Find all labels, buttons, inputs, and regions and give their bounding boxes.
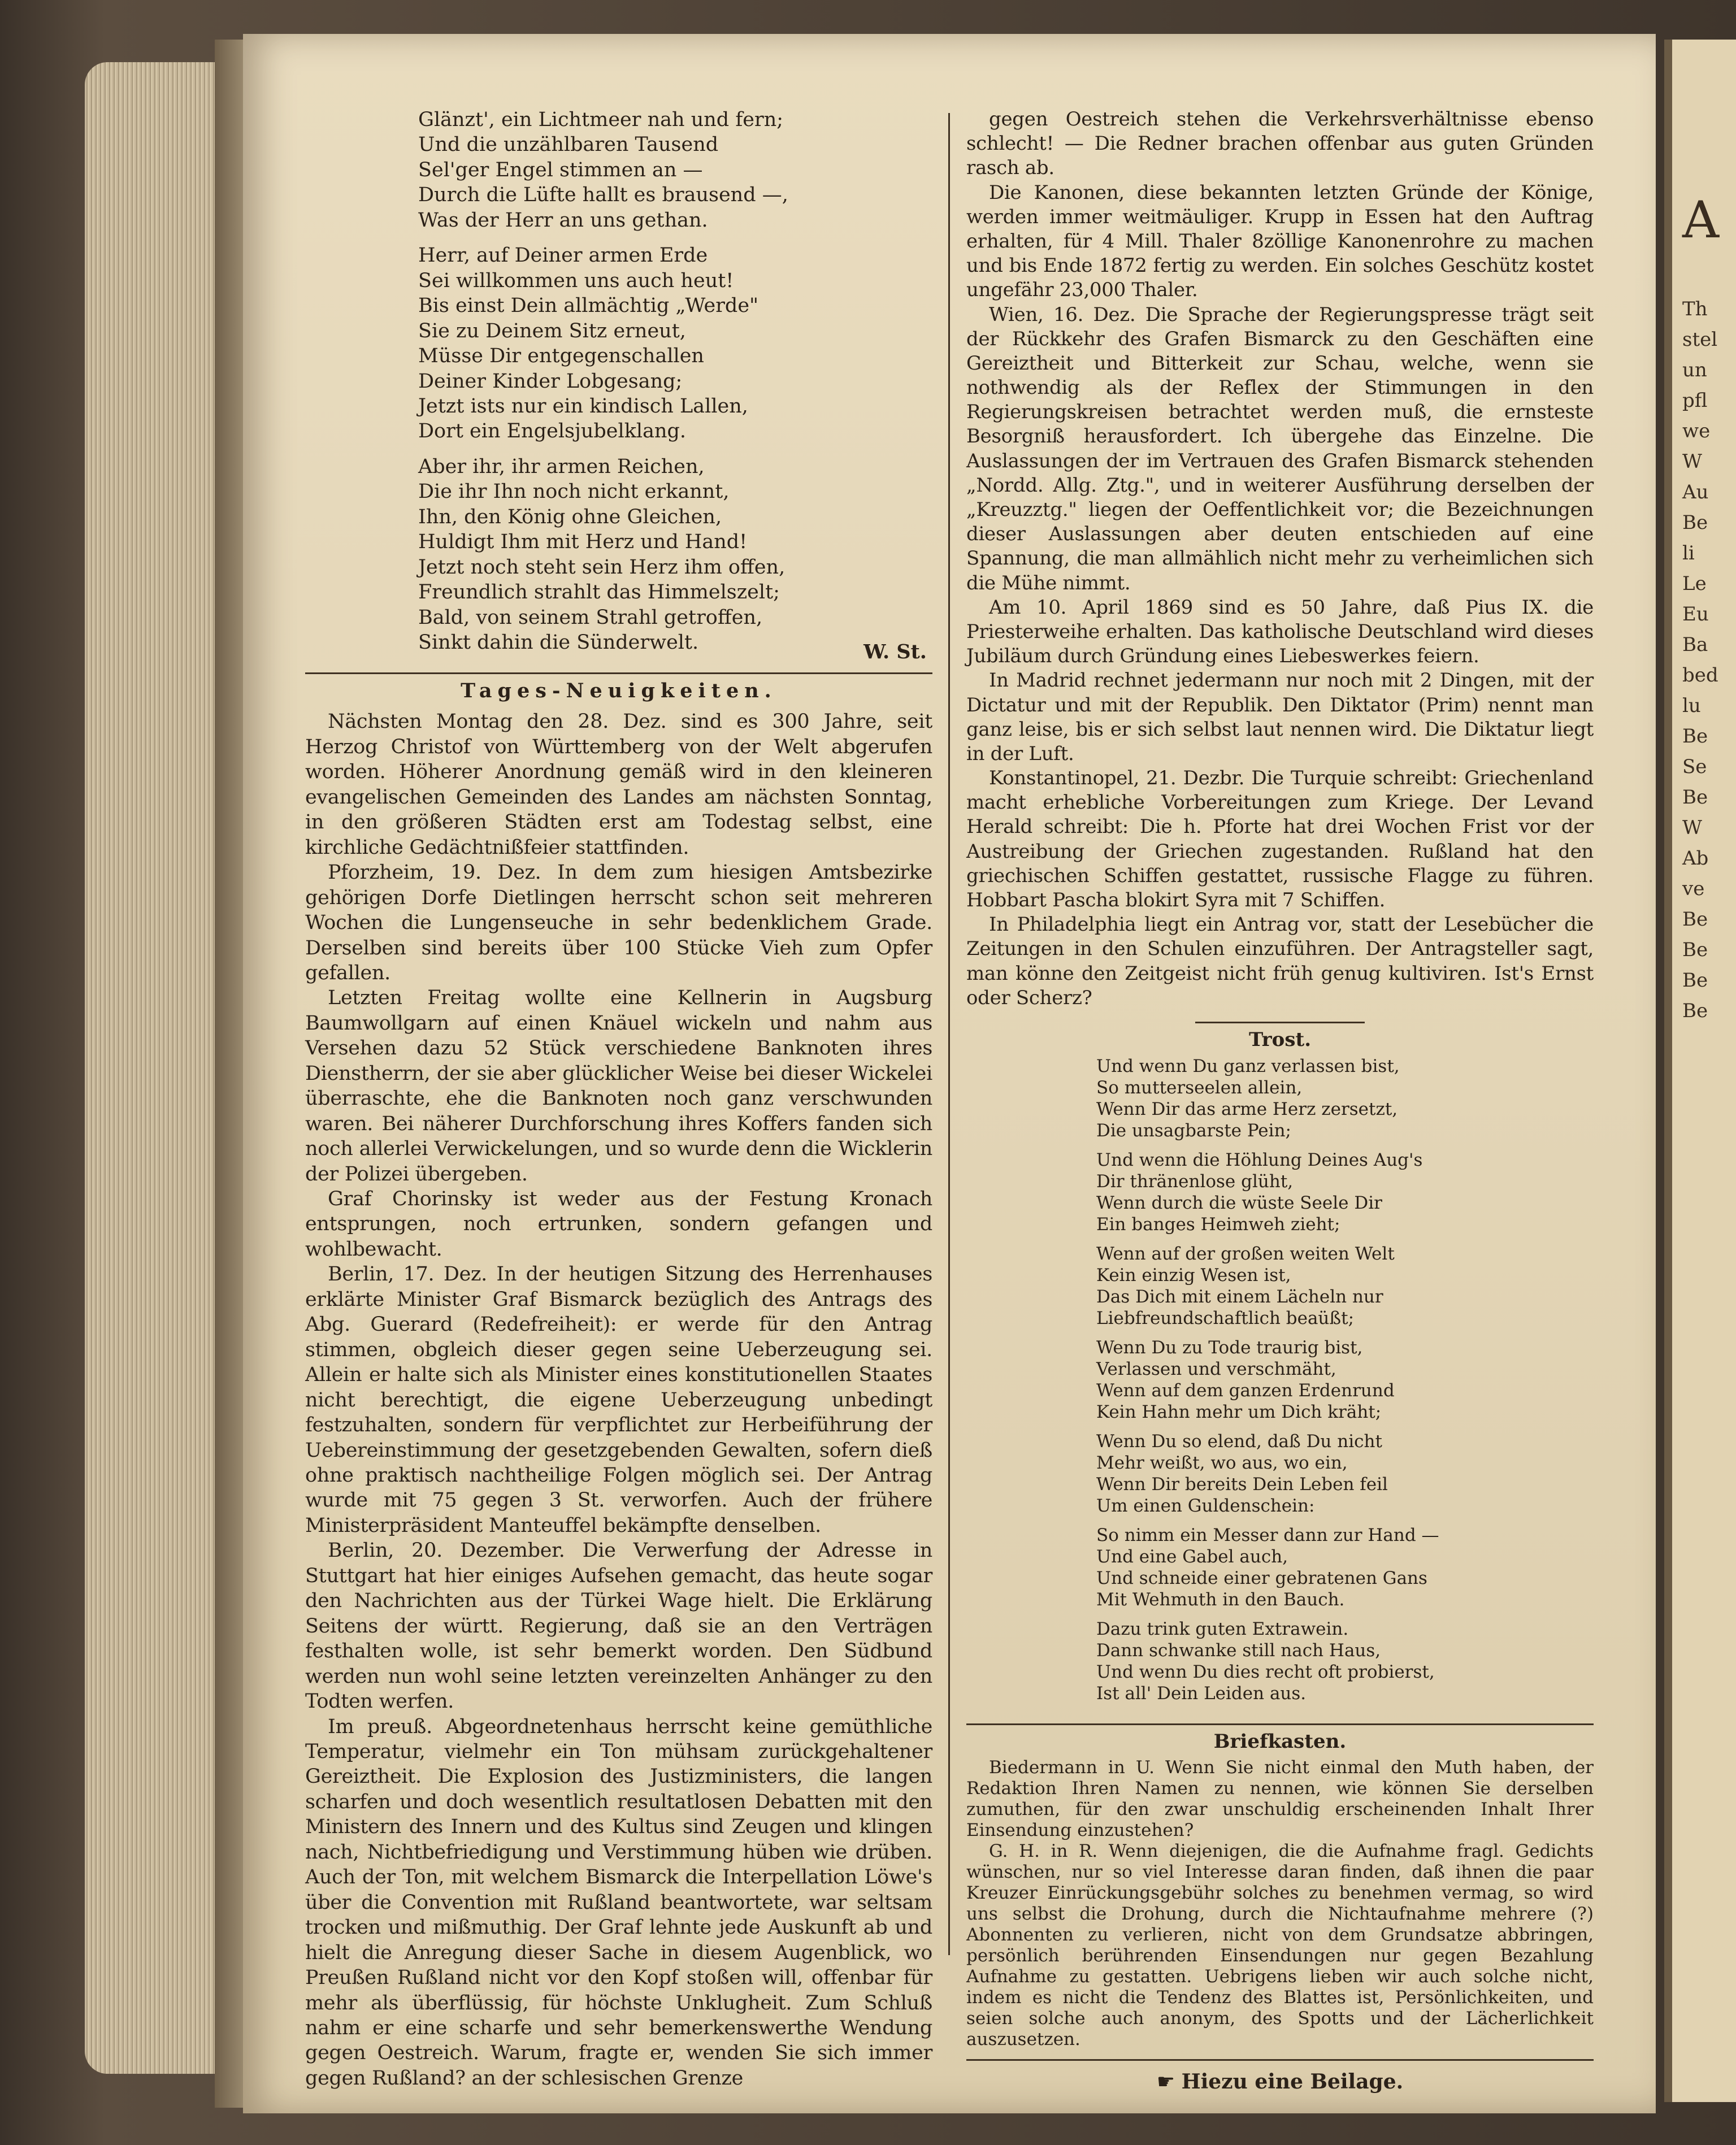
stanza <box>1096 1243 1594 1329</box>
briefkasten-entry: Biedermann in U. Wenn Sie nicht einmal den Muth haben, der Redaktion Ihren Namen zu nennen, wie können Sie derselben zumuthen, für den zwar unschuldig erscheinenden Inhalt Ihrer Einsendung einzustehen? <box>966 1757 1594 1841</box>
next-page-fragment: stel <box>1682 328 1718 351</box>
briefkasten-entry: G. H. in R. Wenn diejenigen, die die Aufnahme fragl. Gedichts wünschen, nur so viel Interesse daran finden, daß ihnen die paar Kreuzer Einrückungsgebühr solches zu benehmen vermag, so wird uns selbst die Drohung, durch die Nichtaufnahme mehrere (?) Abonnenten zu verlieren, nicht von dem Grundsatze abbringen, persönlich berührenden Einsendungen nur gegen Bezahlung Aufnahme zu gestatten. Uebrigens lieben wir auch solche nicht, indem es nicht die Tendenz des Blattes ist, Persönlichkeiten, und seien solche auch anonym, des Spotts und der Lächerlichkeit auszusetzen. <box>966 1841 1594 2050</box>
section-rule <box>305 672 932 674</box>
next-page-fragment: li <box>1682 542 1695 565</box>
news-paragraph: Konstantinopel, 21. Dezbr. Die Turquie schreibt: Griechenland macht erhebliche Vorbereitungen zum Kriege. Der Levand Herald schreibt: Die h. Pforte hat drei Wochen Frist vor der Austreibung der Griechen zugestanden. Rußland hat den griechischen Schiffen gestattet, russische Flagge zu führen. Hobbart Pascha blokirt Syra mit 7 Schiffen. <box>966 767 1594 911</box>
next-page-fragment: Au <box>1682 481 1709 503</box>
verse-line: Was der Herr an uns gethan. <box>418 209 708 232</box>
verse-line: Deiner Kinder Lobgesang; <box>418 370 683 393</box>
next-page-fragment: lu <box>1682 694 1701 717</box>
verse-line: Wenn Du zu Tode traurig bist, <box>1096 1338 1363 1358</box>
verse-line: Ist all' Dein Leiden aus. <box>1096 1683 1307 1704</box>
verse-line: Glänzt', ein Lichtmeer nah und fern; <box>418 108 784 131</box>
verse-line: Sei willkommen uns auch heut! <box>418 269 734 292</box>
news-paragraph: Berlin, 20. Dezember. Die Verwerfung der Adresse in Stuttgart hat hier einiges Aufsehen gemacht, das heute sogar den Nachrichten aus der Türkei Wage hielt. Die Erklärung Seitens der württ. Regierung, daß sie an den Verträgen festhalten wolle, ist sehr bemerkt worden. Den Südbund werden nun wohl seine letzten vereinzelten Anhänger zu den Todten werfen. <box>305 1539 932 1713</box>
poem-signature: W. St. <box>863 640 927 663</box>
verse-line: Mit Wehmuth in den Bauch. <box>1096 1590 1345 1610</box>
next-page-fragment: Be <box>1682 939 1708 961</box>
verse-line: So nimm ein Messer dann zur Hand — <box>1096 1525 1439 1546</box>
next-page-fragment: Ba <box>1682 633 1708 656</box>
verse-line: Huldigt Ihm mit Herz und Hand! <box>418 531 748 554</box>
page-edges <box>85 62 235 2074</box>
next-page-fragment: Be <box>1682 969 1708 992</box>
verse-line: Verlassen und verschmäht, <box>1096 1359 1336 1380</box>
next-page-fragment: Be <box>1682 725 1708 748</box>
news-paragraph: Die Kanonen, diese bekannten letzten Gründe der Könige, werden immer weitmäuliger. Krupp in Essen hat den Auftrag erhalten, für 4 Mill. Thaler 8zöllige Kanonenrohre zu machen und bis Ende 1872 fertig zu werden. Ein solches Geschütz kostet ungefähr 23,000 Thaler. <box>966 181 1594 302</box>
verse-line: Und die unzählbaren Tausend <box>418 133 719 157</box>
next-page-fragment: Se <box>1682 755 1707 778</box>
verse-line: Liebfreundschaftlich beaüßt; <box>1096 1308 1355 1329</box>
stanza <box>1096 1056 1594 1141</box>
verse-line: Sie zu Deinem Sitz erneut, <box>418 319 686 342</box>
left-column <box>305 107 932 2091</box>
next-page-fragment: Be <box>1682 1000 1708 1022</box>
column-divider <box>948 113 950 1955</box>
verse-line: Jetzt ists nur ein kindisch Lallen, <box>418 394 748 418</box>
news-paragraph: Am 10. April 1869 sind es 50 Jahre, daß Pius IX. die Priesterweihe erhalten. Das katholische Deutschland wird dieses Jubiläum durch Gründung eines Liebeswerkes feiern. <box>966 596 1594 668</box>
stanza <box>1096 1618 1594 1704</box>
next-page-fragment: Le <box>1682 572 1707 595</box>
verse-line: Dazu trink guten Extrawein. <box>1096 1619 1349 1640</box>
stanza <box>1096 1431 1594 1517</box>
trost-poem <box>1096 1056 1594 1704</box>
next-page-fragment: Ab <box>1682 847 1709 870</box>
right-column <box>966 107 1594 2095</box>
news-paragraph: Nächsten Montag den 28. Dez. sind es 300 Jahre, seit Herzog Christof von Württemberg von der Welt abgerufen worden. Höherer Anordnung gemäß wird in den kleineren evangelischen Gemeinden des Landes am nächsten Sonntag, in den größeren Städten erst am Todestag selbst, eine kirchliche Gedächtnißfeier stattfinden. <box>305 710 932 859</box>
verse-line: Wenn Dir das arme Herz zersetzt, <box>1096 1099 1398 1120</box>
next-page-fragment: Th <box>1682 298 1708 320</box>
next-page-fragment: ve <box>1682 878 1705 900</box>
verse-line: Das Dich mit einem Lächeln nur <box>1096 1287 1383 1308</box>
next-page-strip <box>1664 40 1736 2102</box>
verse-line: Müsse Dir entgegenschallen <box>418 345 704 368</box>
news-paragraph: In Madrid rechnet jedermann nur noch mit 2 Dingen, mit der Dictatur und mit der Republik. Den Diktator (Prim) nennt man ganz leise, bis er sich selbst laut nennen wird. Die Diktatur liegt in der Luft. <box>966 669 1594 765</box>
news-paragraph: Letzten Freitag wollte eine Kellnerin in Augsburg Baumwollgarn auf einen Knäuel wickeln und nahm aus Versehen dazu 52 Stück verschiedene Banknoten ihres Dienstherrn, der sie aber glücklicher Weise bei dieser Wickelei überraschte, ehe die Banknoten noch ganz verschwunden waren. Bei näherer Durchforschung ihres Koffers fanden sich noch allerlei Verwickelungen, und so wurde denn die Wicklerin der Polizei übergeben. <box>305 987 932 1186</box>
verse-line: Wenn auf der großen weiten Welt <box>1096 1244 1395 1265</box>
verse-line: Bald, von seinem Strahl getroffen, <box>418 606 763 629</box>
verse-line: Herr, auf Deiner armen Erde <box>418 244 708 267</box>
news-paragraph: gegen Oestreich stehen die Verkehrsverhältnisse ebenso schlecht! — Die Redner brachen offenbar aus guten Gründen rasch ab. <box>966 108 1594 180</box>
stanza <box>1096 1149 1594 1235</box>
section-title: Tages-Neuigkeiten. <box>461 679 777 702</box>
news-paragraph: Pforzheim, 19. Dez. In dem zum hiesigen Amtsbezirke gehörigen Dorfe Dietlingen herrscht schon seit mehreren Wochen die Lungenseuche in sehr bedenklichem Grade. Derselben sind bereits über 100 Stücke Vieh zum Opfer gefallen. <box>305 861 932 984</box>
verse-line: Durch die Lüfte hallt es brausend —, <box>418 184 788 207</box>
verse-line: Wenn Du so elend, daß Du nicht <box>1096 1431 1382 1452</box>
next-page-fragment: pfl <box>1682 389 1708 412</box>
stanza <box>1096 1525 1594 1610</box>
verse-line: Jetzt noch steht sein Herz ihm offen, <box>418 555 785 579</box>
news-paragraph: Wien, 16. Dez. Die Sprache der Regierungspresse trägt seit der Rückkehr des Grafen Bismarck zu den Geschäften eine Gereiztheit und Bitterkeit zur Schau, welche, wenn sie nothwendig als der Reflex der Stimmungen in den Regierungskreisen betrachtet werden muß, die ernsteste Besorgniß herausfordert. Ich übergehe das Einzelne. Die Auslassungen der im Vertrauen des Grafen Bismarck stehenden „Nordd. Allg. Ztg.", und in weiterer Ausführung derselben der „Kreuzztg." liegen der Oeffentlichkeit vor; die Bezeichnungen dieser Auslassungen aber deuten entschieden auf eine Spannung, die man allmählich nicht mehr zu verheimlichen sich die Mühe nimmt. <box>966 303 1594 594</box>
stanza <box>418 107 932 233</box>
verse-line: Freundlich strahlt das Himmelszelt; <box>418 581 780 604</box>
verse-line: So mutterseelen allein, <box>1096 1078 1303 1098</box>
christmas-poem <box>418 107 932 655</box>
verse-line: Bis einst Dein allmächtig „Werde" <box>418 294 759 318</box>
news-paragraph: Im preuß. Abgeordnetenhaus herrscht keine gemüthliche Temperatur, vielmehr ein Ton mühsam zurückgehaltener Gereiztheit. Die Explosion des Justizministers, die langen scharfen und doch wesentlich resultatlosen Debatten mit den Ministern des Innern und des Kultus sind Zeugen und klingen nach, Nichtbefriedigung und Verstimmung hüben wie drüben. Auch der Ton, mit welchem Bismarck die Interpellation Löwe's über die Convention mit Rußland beantwortete, war seltsam trocken und mißmuthig. Der Graf lehnte jede Auskunft ab und hielt die Anregung dieser Sache in diesem Augenblick, wo Preußen Rußland nicht vor den Kopf stoßen will, offenbar für mehr als überflüssig, für höchste Unklugheit. Zum Schluß nahm er eine scharfe und sehr bemerkenswerthe Wendung gegen Oestreich. Warum, fragte er, wenden Sie sich immer gegen Rußland? an der schlesischen Grenze <box>305 1715 932 2090</box>
verse-line: Ein banges Heimweh zieht; <box>1096 1214 1340 1235</box>
news-items-right <box>966 107 1594 1010</box>
verse-line: Und eine Gabel auch, <box>1096 1547 1288 1568</box>
verse-line: Und wenn Du dies recht oft probierst, <box>1096 1662 1435 1683</box>
next-page-fragment: W <box>1682 817 1702 839</box>
verse-line: Die unsagbarste Pein; <box>1096 1121 1291 1141</box>
verse-line: Kein einzig Wesen ist, <box>1096 1265 1291 1286</box>
verse-line: Ihn, den König ohne Gleichen, <box>418 505 722 528</box>
verse-line: Sel'ger Engel stimmen an — <box>418 158 703 181</box>
next-page-fragment: Eu <box>1682 603 1709 626</box>
stanza <box>418 454 932 655</box>
trost-rule <box>1195 1022 1365 1023</box>
verse-line: Wenn auf dem ganzen Erdenrund <box>1096 1380 1395 1401</box>
briefkasten-rule <box>966 1723 1594 1725</box>
next-page-fragment: Be <box>1682 908 1708 931</box>
briefkasten-entries <box>966 1757 1594 2050</box>
verse-line: Sinkt dahin die Sünderwelt. <box>418 631 699 654</box>
stanza <box>1096 1337 1594 1423</box>
verse-line: Um einen Guldenschein: <box>1096 1496 1315 1517</box>
next-page-fragment: A <box>1682 190 1719 250</box>
next-page-fragment: W <box>1682 450 1702 473</box>
news-paragraph: In Philadelphia liegt ein Antrag vor, statt der Lesebücher die Zeitungen in den Schulen einzuführen. Der Antragsteller sagt, man könne den Zeitgeist nicht früh genug kultiviren. Ist's Ernst oder Scherz? <box>966 913 1594 1009</box>
news-paragraph: Berlin, 17. Dez. In der heutigen Sitzung des Herrenhauses erklärte Minister Graf Bismarck bezüglich des Antrags des Abg. Guerard (Redefreiheit): er werde für den Antrag stimmen, obgleich dieser gegen seine Ueberzeugung sei. Allein er halte sich als Minister eines konstitutionellen Staates nicht berechtigt, die eigene Ueberzeugung unbedingt festzuhalten, sondern für verpflichtet zur Herbeiführung der Uebereinstimmung der gesetzgebenden Gewalten, sofern dieß ohne praktisch nachtheilige Folgen möglich sei. Der Antrag wurde mit 75 gegen 3 St. verworfen. Auch der frühere Ministerpräsident Manteuffel bekämpfte denselben. <box>305 1263 932 1537</box>
verse-line: Aber ihr, ihr armen Reichen, <box>418 455 705 478</box>
verse-line: Dort ein Engelsjubelklang. <box>418 420 687 443</box>
verse-line: Wenn Dir bereits Dein Leben feil <box>1096 1474 1388 1495</box>
verse-line: Und schneide einer gebratenen Gans <box>1096 1568 1427 1589</box>
beilage-rule <box>966 2059 1594 2061</box>
trost-title: Trost. <box>1248 1028 1312 1051</box>
verse-line: Und wenn Du ganz verlassen bist, <box>1096 1056 1400 1077</box>
next-page-fragment: we <box>1682 420 1711 442</box>
beilage-notice <box>966 2070 1594 2094</box>
next-page-fragment: bed <box>1682 664 1718 687</box>
verse-line: Wenn durch die wüste Seele Dir <box>1096 1193 1382 1214</box>
beilage-text: Hiezu eine Beilage. <box>1181 2070 1404 2094</box>
news-items-left <box>305 709 932 2091</box>
next-page-fragment: Be <box>1682 786 1708 809</box>
verse-line: Dir thränenlose glüht, <box>1096 1171 1294 1192</box>
verse-line: Und wenn die Höhlung Deines Aug's <box>1096 1150 1423 1171</box>
next-page-fragment: Be <box>1682 511 1708 534</box>
verse-line: Mehr weißt, wo aus, wo ein, <box>1096 1453 1348 1474</box>
briefkasten-title: Briefkasten. <box>1213 1730 1347 1753</box>
stanza <box>418 243 932 444</box>
verse-line: Kein Hahn mehr um Dich kräht; <box>1096 1402 1382 1423</box>
pointing-hand-icon: ☛ <box>1156 2070 1182 2094</box>
verse-line: Die ihr Ihn noch nicht erkannt, <box>418 480 730 503</box>
next-page-fragment: un <box>1682 359 1707 381</box>
verse-line: Dann schwanke still nach Haus, <box>1096 1640 1381 1661</box>
news-paragraph: Graf Chorinsky ist weder aus der Festung Kronach entsprungen, noch ertrunken, sondern gefangen und wohlbewacht. <box>305 1188 932 1261</box>
